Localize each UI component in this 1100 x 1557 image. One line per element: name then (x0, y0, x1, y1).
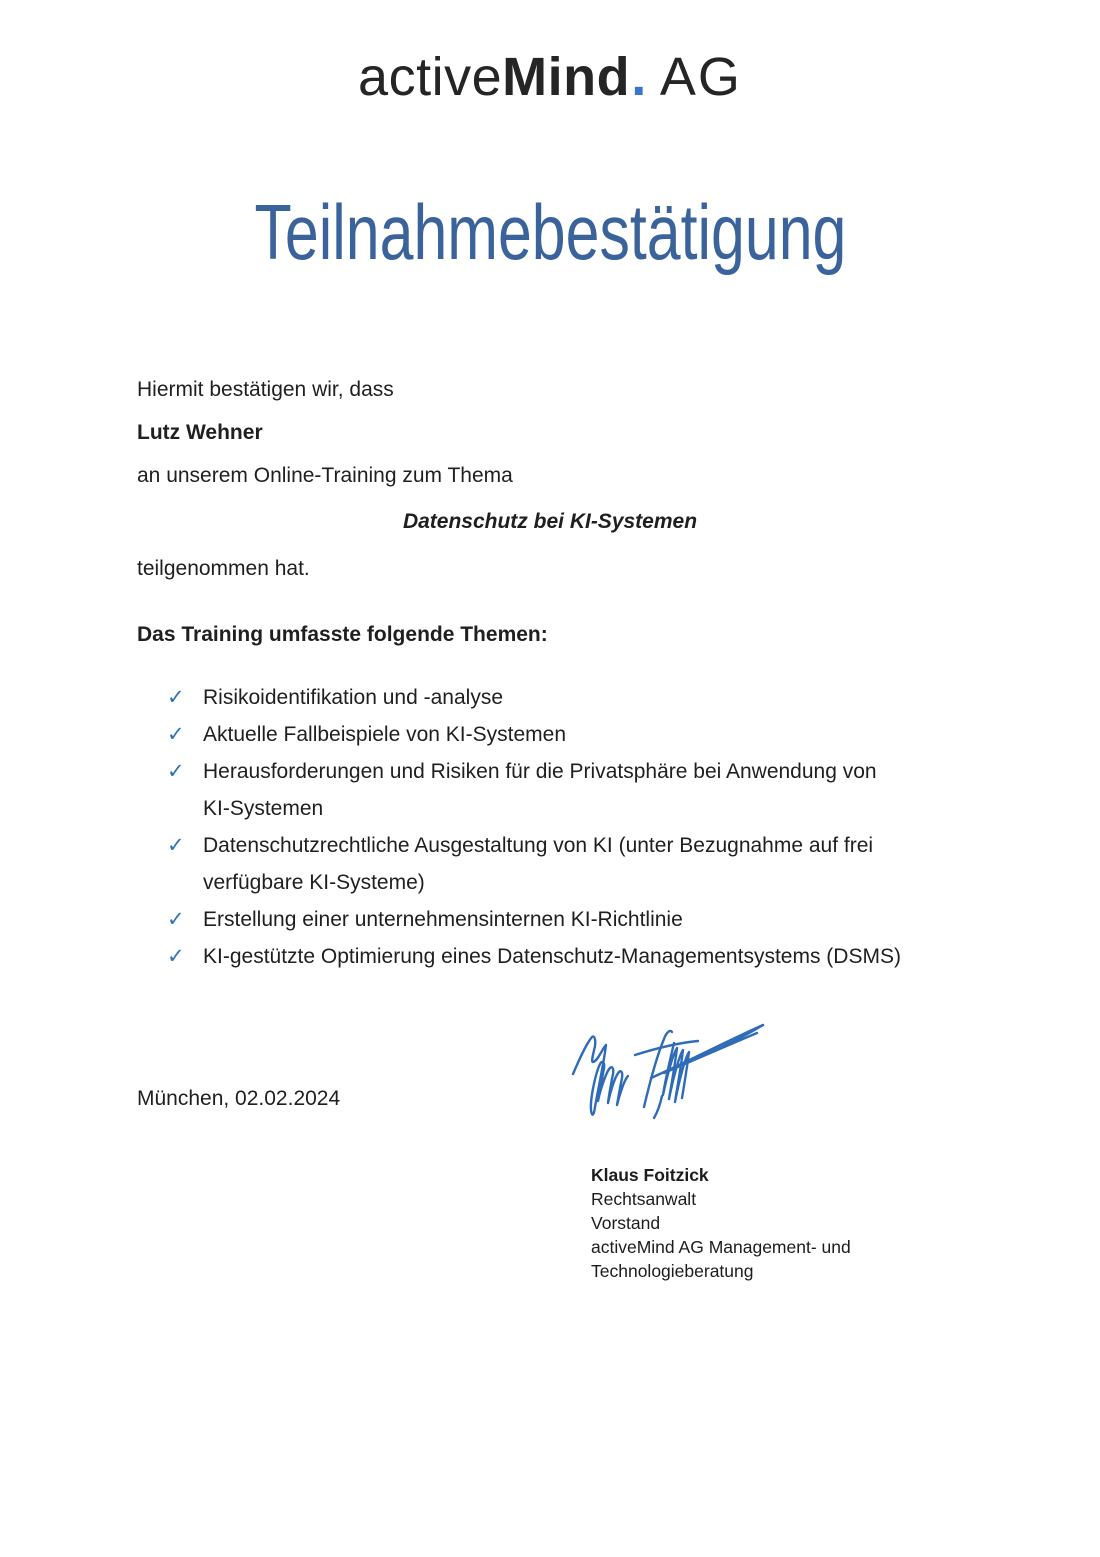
place-date: München, 02.02.2024 (137, 1087, 341, 1110)
topic-item-label: Aktuelle Fallbeispiele von KI-Systemen (203, 723, 567, 746)
logo-text-active: active (358, 47, 503, 107)
topic-item-label: Herausforderungen und Risiken für die Privatsphäre bei Anwendung von KI-Systemen (203, 760, 877, 820)
company-logo (0, 44, 1100, 108)
logo-text-mind: Mind (502, 47, 631, 107)
topic-item (137, 901, 903, 938)
topic-item-label: KI-gestützte Optimierung eines Datenschutz-Managementsystems (DSMS) (203, 945, 901, 968)
certificate-body (137, 372, 963, 975)
topic-item (137, 679, 903, 716)
signatory-role: activeMind AG Management- und (591, 1237, 851, 1257)
topic-item-label: Erstellung einer unternehmensinternen KI-Richtlinie (203, 908, 683, 931)
check-icon: ✓ (167, 834, 185, 857)
topic-item (137, 938, 903, 975)
check-icon: ✓ (167, 760, 185, 783)
topic-item-label: Datenschutzrechtliche Ausgestaltung von KI (unter Bezugnahme auf frei verfügbare KI-Systeme) (203, 834, 874, 894)
signature-image (565, 1010, 780, 1122)
page-title (0, 186, 1100, 280)
topic-item (137, 827, 903, 901)
topics-heading: Das Training umfasste folgende Themen: (137, 623, 548, 646)
signatory-block (591, 1163, 851, 1283)
topic-item (137, 716, 903, 753)
signatory-name: Klaus Foitzick (591, 1165, 709, 1185)
logo-dot-icon: . (631, 45, 647, 107)
intro-line-2: an unserem Online-Training zum Thema (137, 464, 513, 487)
check-icon: ✓ (167, 686, 185, 709)
signatory-role: Technologieberatung (591, 1261, 754, 1281)
training-topic: Datenschutz bei KI-Systemen (402, 510, 698, 533)
signatory-role: Rechtsanwalt (591, 1189, 697, 1209)
topic-item-label: Risikoidentifikation und -analyse (203, 686, 503, 709)
check-icon: ✓ (167, 945, 185, 968)
intro-line-3: teilgenommen hat. (137, 557, 310, 580)
intro-line-1: Hiermit bestätigen wir, dass (137, 378, 394, 401)
check-icon: ✓ (167, 908, 185, 931)
page-title-text: Teilnahmebestätigung (254, 188, 846, 276)
check-icon: ✓ (167, 723, 185, 746)
logo-text-ag: AG (659, 47, 742, 107)
participant-name: Lutz Wehner (137, 421, 263, 444)
signatory-role: Vorstand (591, 1213, 661, 1233)
topic-item (137, 753, 903, 827)
topics-list (137, 679, 903, 975)
